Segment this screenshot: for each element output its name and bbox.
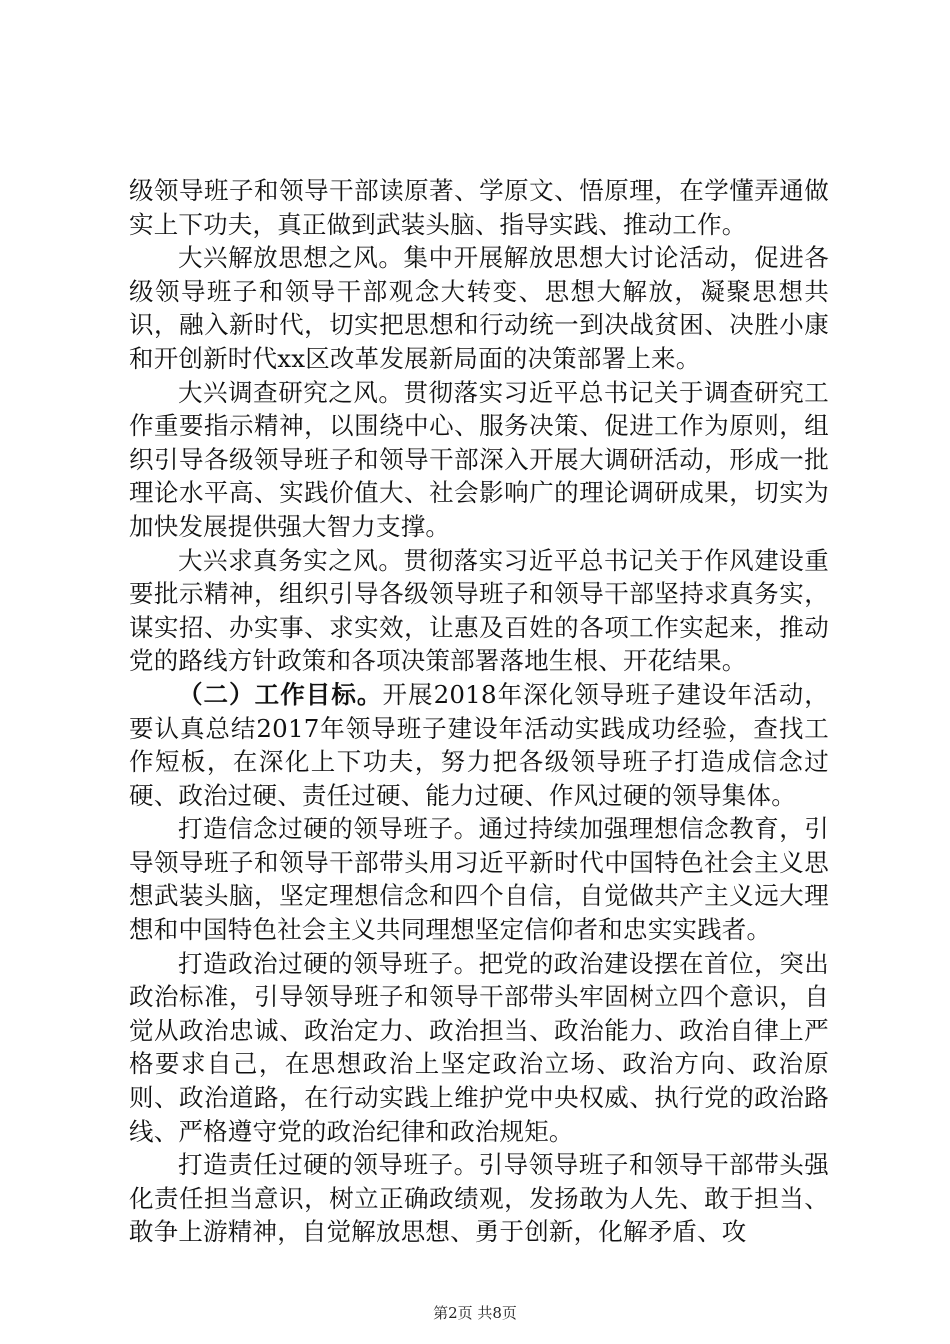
paragraph-belief: 打造信念过硬的领导班子。通过持续加强理想信念教育，引导领导班子和领导干部带头用习近平新时代中国特色社会主义思想武装头脑，坚定理想信念和四个自信，自觉做共产主义远大理想和中国特色社会主义共同理想坚定信仰者和忠实实践者。 — [129, 814, 829, 945]
section-heading: （二）工作目标。 — [178, 679, 383, 709]
section-text: 开展2018年深化领导班子建设年活动，要认真总结2017年领导班子建设年活动实践成功经验，查找工作短板，在深化上下功夫，努力把各级领导班子打造成信念过硬、政治过硬、责任过硬、能力过硬、作风过硬的领导集体。 — [129, 679, 829, 810]
paragraph-emancipate-mind: 大兴解放思想之风。集中开展解放思想大讨论活动，促进各级领导班子和领导干部观念大转变、思想大解放，凝聚思想共识，融入新时代，切实把思想和行动统一到决战贫困、决胜小康和开创新时代xx区改革发展新局面的决策部署上来。 — [129, 243, 829, 373]
paragraph-investigation-research: 大兴调查研究之风。贯彻落实习近平总书记关于调查研究工作重要指示精神，以围绕中心、服务决策、促进工作为原则，组织引导各级领导班子和领导干部深入开展大调研活动，形成一批理论水平高、实践价值大、社会影响广的理论调研成果，切实为加快发展提供强大智力支撑。 — [129, 377, 829, 541]
document-body — [129, 174, 829, 1249]
paragraph-continued: 级领导班子和领导干部读原著、学原文、悟原理，在学懂弄通做实上下功夫，真正做到武装头脑、指导实践、推动工作。 — [129, 176, 829, 239]
page-footer: 第2页 共8页 — [433, 1304, 517, 1322]
paragraph-politics: 打造政治过硬的领导班子。把党的政治建设摆在首位，突出政治标准，引导领导班子和领导干部带头牢固树立四个意识，自觉从政治忠诚、政治定力、政治担当、政治能力、政治自律上严格要求自己，在思想政治上坚定政治立场、政治方向、政治原则、政治道路，在行动实践上维护党中央权威、执行党的政治路线、严格遵守党的政治纪律和政治规矩。 — [129, 948, 829, 1146]
paragraph-work-goals — [129, 678, 829, 812]
paragraph-seek-truth: 大兴求真务实之风。贯彻落实习近平总书记关于作风建设重要批示精神，组织引导各级领导班子和领导干部坚持求真务实，谋实招、办实事、求实效，让惠及百姓的各项工作实起来，推动党的路线方针政策和各项决策部署落地生根、开花结果。 — [129, 545, 829, 676]
paragraph-responsibility: 打造责任过硬的领导班子。引导领导班子和领导干部带头强化责任担当意识，树立正确政绩观，发扬敢为人先、敢于担当、敢争上游精神，自觉解放思想、勇于创新，化解矛盾、攻 — [129, 1150, 829, 1247]
